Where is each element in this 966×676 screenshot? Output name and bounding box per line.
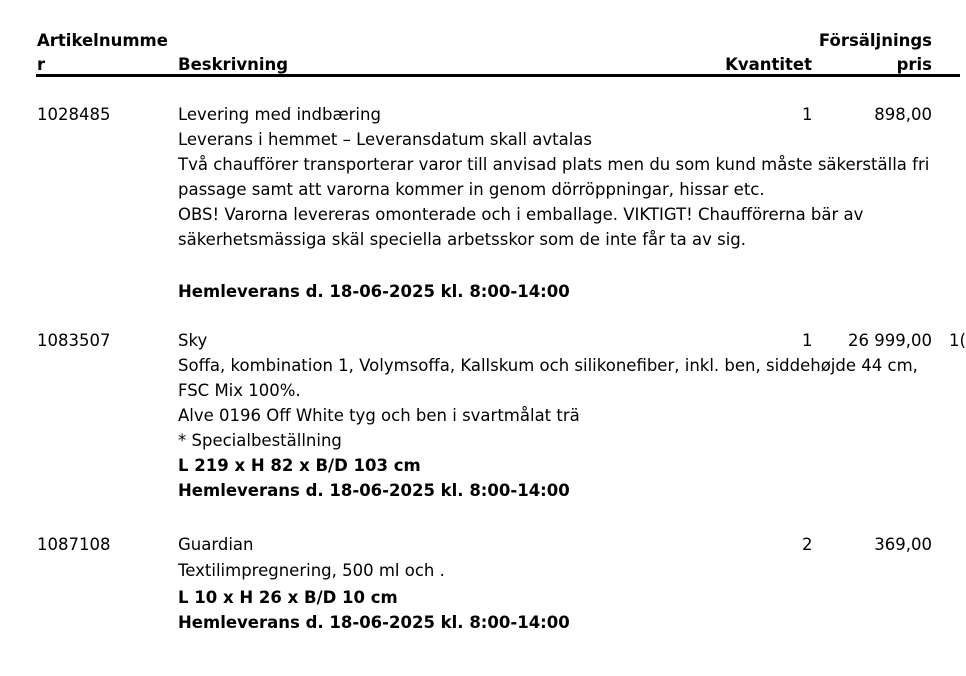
row-overflow-text: 1( — [949, 331, 966, 350]
header-quantity: Kvantitet — [725, 55, 812, 74]
description-line: säkerhetsmässiga skäl speciella arbetsskor som de inte får ta av sig. — [178, 230, 746, 249]
row-article-number: 1083507 — [37, 331, 111, 350]
description-line: passage samt att varorna kommer in genom dörröppningar, hissar etc. — [178, 180, 765, 199]
description-line: FSC Mix 100%. — [178, 381, 301, 400]
row-quantity: 2 — [802, 535, 813, 554]
row-description — [178, 102, 938, 252]
row-delivery: Hemleverans d. 18-06-2025 kl. 8:00-14:00 — [178, 613, 570, 632]
header-article-number-line1: Artikelnumme — [37, 31, 168, 50]
description-line: Sky — [178, 331, 208, 350]
row-price: 369,00 — [874, 535, 932, 554]
description-line: * Specialbeställning — [178, 431, 342, 450]
row-description — [178, 328, 938, 503]
row-delivery: Hemleverans d. 18-06-2025 kl. 8:00-14:00 — [178, 282, 570, 301]
description-line: Textilimpregnering, 500 ml och . — [178, 561, 445, 580]
row-delivery: Hemleverans d. 18-06-2025 kl. 8:00-14:00 — [178, 481, 570, 500]
row-article-number: 1087108 — [37, 535, 111, 554]
header-rule — [36, 74, 960, 77]
header-article-number-line2: r — [37, 55, 46, 74]
description-line: Levering med indbæring — [178, 105, 381, 124]
row-dimensions: L 10 x H 26 x B/D 10 cm — [178, 588, 398, 607]
row-price: 898,00 — [874, 105, 932, 124]
description-line: Alve 0196 Off White tyg och ben i svartmålat trä — [178, 406, 580, 425]
description-line: Soffa, kombination 1, Volymsoffa, Kallskum och silikonefiber, inkl. ben, siddehøjde 44 cm, — [178, 356, 918, 375]
row-price: 26 999,00 — [848, 331, 932, 350]
description-line: OBS! Varorna levereras omonterade och i emballage. VIKTIGT! Chaufförerna bär av — [178, 205, 864, 224]
row-quantity: 1 — [802, 331, 813, 350]
header-price-line2: pris — [896, 55, 932, 74]
header-price-line1: Försäljnings — [818, 31, 932, 50]
description-line: Två chaufförer transporterar varor till anvisad plats men du som kund måste säkerställa fri — [178, 155, 930, 174]
row-description — [178, 532, 938, 635]
description-line: Guardian — [178, 535, 254, 554]
header-description: Beskrivning — [178, 55, 289, 74]
row-article-number: 1028485 — [37, 105, 111, 124]
description-line: Leverans i hemmet – Leveransdatum skall avtalas — [178, 130, 592, 149]
row-dimensions: L 219 x H 82 x B/D 103 cm — [178, 456, 421, 475]
row-quantity: 1 — [802, 105, 813, 124]
